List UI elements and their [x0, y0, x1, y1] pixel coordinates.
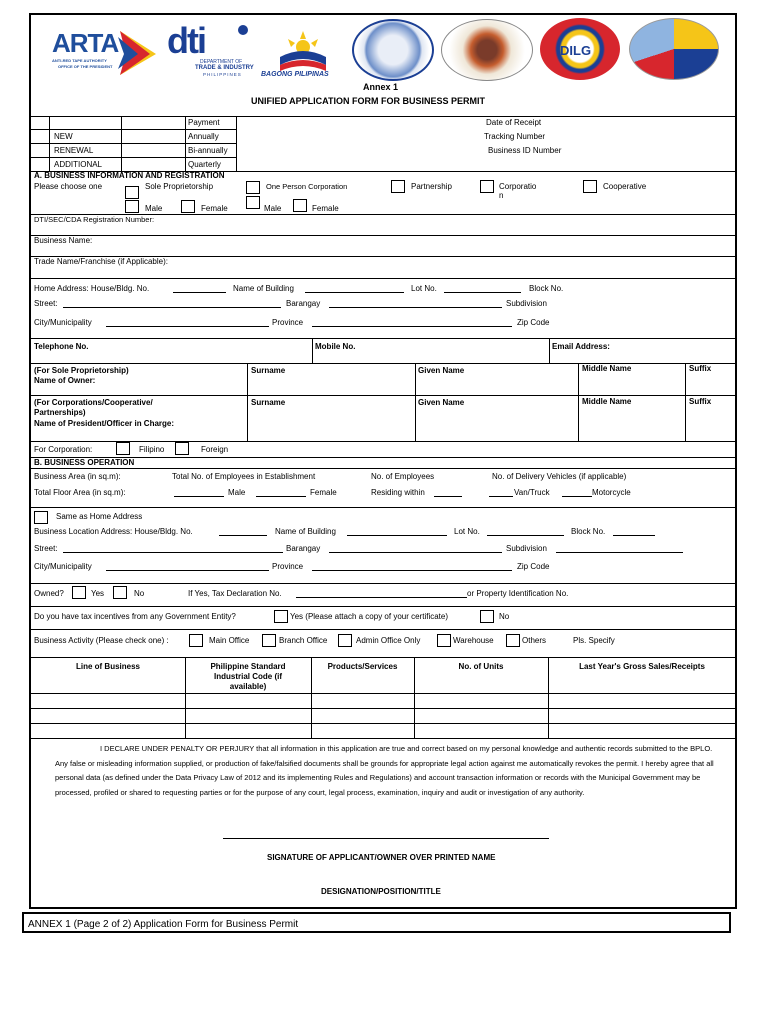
loc-house-no-field[interactable]: [219, 535, 267, 536]
business-area-label: Business Area (in sq.m):: [34, 472, 121, 481]
opc-male-checkbox[interactable]: [246, 196, 260, 209]
lob-header-sales: Last Year's Gross Sales/Receipts: [579, 662, 705, 671]
arta-subtitle-2: OFFICE OF THE PRESIDENT: [58, 64, 113, 69]
sole-proprietorship-label: Sole Proprietorship: [145, 182, 214, 191]
residing-within-field[interactable]: [434, 496, 462, 497]
home-province-label: Province: [272, 318, 304, 327]
foreign-checkbox[interactable]: [175, 442, 189, 455]
tax-declaration-field[interactable]: [296, 597, 467, 598]
home-lot-label: Lot No.: [411, 284, 437, 293]
opc-male-label: Male: [264, 204, 282, 213]
filipino-checkbox[interactable]: [116, 442, 130, 455]
tax-declaration-label: If Yes, Tax Declaration No.: [188, 589, 282, 598]
loc-barangay-label: Barangay: [286, 544, 321, 553]
loc-block-label: Block No.: [571, 527, 606, 536]
home-barangay-label: Barangay: [286, 299, 321, 308]
sole-owner-label-1: (For Sole Proprietorship): [34, 366, 129, 375]
home-house-no-field[interactable]: [173, 292, 226, 293]
payment-biannually[interactable]: Bi-annually: [188, 146, 228, 155]
sole-middle-name-label: Middle Name: [582, 364, 632, 373]
motorcycle-field[interactable]: [562, 496, 592, 497]
tax-incentive-yes-label: Yes (Please attach a copy of your certificate): [290, 612, 449, 621]
home-address-label: Home Address: House/Bldg. No.: [34, 284, 150, 293]
tax-incentive-yes-checkbox[interactable]: [274, 610, 288, 623]
filipino-label: Filipino: [139, 445, 165, 454]
van-truck-label: Van/Truck: [514, 488, 550, 497]
warehouse-checkbox[interactable]: [437, 634, 451, 647]
loc-lot-field[interactable]: [487, 535, 564, 536]
home-block-label: Block No.: [529, 284, 564, 293]
delivery-vehicles-label: No. of Delivery Vehicles (if applicable): [492, 472, 627, 481]
loc-province-label: Province: [272, 562, 304, 571]
sole-proprietorship-checkbox[interactable]: [125, 186, 139, 199]
no-employees-label: No. of Employees: [371, 472, 435, 481]
type-additional[interactable]: ADDITIONAL: [54, 160, 103, 169]
home-street-label: Street:: [34, 299, 58, 308]
lob-header-units: No. of Units: [458, 662, 504, 671]
sole-given-name-label: Given Name: [418, 366, 465, 375]
loc-building-label: Name of Building: [275, 527, 336, 536]
dti-subtitle-2: TRADE & INDUSTRY: [195, 65, 254, 71]
dti-subtitle-1: DEPARTMENT OF: [200, 59, 243, 65]
province-seal: [352, 19, 434, 81]
owned-no-label: No: [134, 589, 145, 598]
corp-suffix-label: Suffix: [689, 397, 712, 406]
dilg-seal: [540, 18, 620, 80]
loc-subdivision-field[interactable]: [556, 552, 683, 553]
warehouse-label: Warehouse: [453, 636, 494, 645]
loc-zip-label: Zip Code: [517, 562, 550, 571]
home-province-field[interactable]: [312, 326, 512, 327]
home-zip-label: Zip Code: [517, 318, 550, 327]
branch-office-checkbox[interactable]: [262, 634, 276, 647]
trade-name-label: Trade Name/Franchise (if Applicable):: [34, 257, 168, 266]
corp-officer-label-3: Name of President/Officer in Charge:: [34, 419, 175, 428]
specify-label: Pls. Specify: [573, 636, 615, 645]
loc-barangay-field[interactable]: [329, 552, 502, 553]
business-location-label: Business Location Address: House/Bldg. No.: [34, 527, 193, 536]
tax-incentive-no-checkbox[interactable]: [480, 610, 494, 623]
cooperative-checkbox[interactable]: [583, 180, 597, 193]
floor-area-label: Total Floor Area (in sq.m):: [34, 488, 126, 497]
payment-header: Payment: [188, 118, 220, 127]
form-title: UNIFIED APPLICATION FORM FOR BUSINESS PERMIT: [251, 96, 486, 106]
home-street-field[interactable]: [63, 307, 281, 308]
page-footer: ANNEX 1 (Page 2 of 2) Application Form for Business Permit: [22, 912, 731, 933]
sole-surname-label: Surname: [251, 366, 286, 375]
bagong-pilipinas-emblem-icon: [258, 27, 348, 72]
signature-line[interactable]: [223, 838, 549, 839]
sole-female-checkbox[interactable]: [181, 200, 195, 213]
dti-registration-label: DTI/SEC/CDA Registration Number:: [34, 215, 155, 224]
application-type-table: [31, 117, 736, 173]
type-renewal[interactable]: RENEWAL: [54, 146, 94, 155]
home-building-field[interactable]: [305, 292, 404, 293]
tracking-number-label: Tracking Number: [484, 132, 546, 141]
table-row[interactable]: [31, 708, 736, 709]
signature-label: SIGNATURE OF APPLICANT/OWNER OVER PRINTED NAME: [267, 853, 496, 862]
owned-no-checkbox[interactable]: [113, 586, 127, 599]
employees-female-label: Female: [310, 488, 337, 497]
designation-label: DESIGNATION/POSITION/TITLE: [321, 887, 441, 896]
annex-label: Annex 1: [363, 82, 399, 92]
business-permit-licensing-seal: [441, 19, 533, 81]
branch-office-label: Branch Office: [279, 636, 328, 645]
total-employees-label: Total No. of Employees in Establishment: [172, 472, 316, 481]
others-label: Others: [522, 636, 547, 645]
table-row[interactable]: [31, 723, 736, 724]
employees-male-label: Male: [228, 488, 246, 497]
sole-owner-label-2: Name of Owner:: [34, 376, 96, 385]
corp-officer-label-2: Partnerships): [34, 408, 86, 417]
lob-header-psic: Philippine Standard Industrial Code (if available): [210, 662, 286, 691]
loc-street-field[interactable]: [63, 552, 283, 553]
van-truck-field[interactable]: [489, 496, 513, 497]
motorcycle-label: Motorcycle: [592, 488, 631, 497]
mobile-label: Mobile No.: [315, 342, 356, 351]
loc-lot-label: Lot No.: [454, 527, 480, 536]
home-lot-field[interactable]: [444, 292, 521, 293]
loc-subdivision-label: Subdivision: [506, 544, 547, 553]
main-office-checkbox[interactable]: [189, 634, 203, 647]
corporation-label: Corporatio n: [499, 182, 537, 200]
date-of-receipt-label: Date of Receipt: [486, 118, 542, 127]
partnership-checkbox[interactable]: [391, 180, 405, 193]
opc-label: One Person Corporation: [266, 182, 348, 191]
opc-female-checkbox[interactable]: [293, 199, 307, 212]
dti-star-icon: [238, 25, 248, 35]
same-as-home-label: Same as Home Address: [56, 512, 143, 521]
municipal-seal: [629, 18, 719, 80]
corp-officer-label-1: (For Corporations/Cooperative/: [34, 398, 153, 407]
sole-female-label: Female: [201, 204, 228, 213]
corp-middle-name-label: Middle Name: [582, 397, 632, 406]
corp-given-name-label: Given Name: [418, 398, 465, 407]
partnership-label: Partnership: [411, 182, 452, 191]
payment-annually[interactable]: Annually: [188, 132, 219, 141]
loc-street-label: Street:: [34, 544, 58, 553]
home-barangay-field[interactable]: [329, 307, 502, 308]
dti-wordmark: dti: [167, 20, 205, 61]
corp-surname-label: Surname: [251, 398, 286, 407]
home-city-field[interactable]: [106, 326, 269, 327]
employees-male-field[interactable]: [174, 496, 224, 497]
corporation-checkbox[interactable]: [480, 180, 494, 193]
arta-wordmark: ARTA: [52, 28, 119, 58]
section-a-title: A. BUSINESS INFORMATION AND REGISTRATION: [34, 171, 225, 180]
others-checkbox[interactable]: [506, 634, 520, 647]
sole-suffix-label: Suffix: [689, 364, 712, 373]
for-corporation-label: For Corporation:: [34, 445, 93, 454]
loc-province-field[interactable]: [312, 570, 512, 571]
admin-office-checkbox[interactable]: [338, 634, 352, 647]
type-new[interactable]: NEW: [54, 132, 73, 141]
dti-subtitle-3: PHILIPPINES: [203, 72, 242, 77]
business-id-label: Business ID Number: [488, 146, 562, 155]
loc-city-label: City/Municipality: [34, 562, 92, 571]
email-label: Email Address:: [552, 342, 610, 351]
residing-within-label: Residing within: [371, 488, 425, 497]
home-subdivision-label: Subdivision: [506, 299, 547, 308]
lob-header-line: Line of Business: [75, 662, 140, 671]
loc-block-field[interactable]: [613, 535, 655, 536]
loc-building-field[interactable]: [347, 535, 447, 536]
choose-one-label: Please choose one: [34, 182, 103, 191]
opc-checkbox[interactable]: [246, 181, 260, 194]
sole-male-label: Male: [145, 204, 163, 213]
owned-label: Owned?: [34, 589, 64, 598]
owned-yes-label: Yes: [91, 589, 105, 598]
main-office-label: Main Office: [209, 636, 250, 645]
sole-male-checkbox[interactable]: [125, 200, 139, 213]
admin-office-label: Admin Office Only: [356, 636, 421, 645]
bagong-pilipinas-text: BAGONG PILIPINAS: [261, 71, 329, 78]
tax-incentive-no-label: No: [499, 612, 510, 621]
employees-female-field[interactable]: [256, 496, 306, 497]
opc-female-label: Female: [312, 204, 339, 213]
telephone-label: Telephone No.: [34, 342, 89, 351]
owned-yes-checkbox[interactable]: [72, 586, 86, 599]
lob-header-products: Products/Services: [327, 662, 398, 671]
home-building-label: Name of Building: [233, 284, 294, 293]
dilg-text: DILG: [560, 43, 592, 58]
bagong-pilipinas-logo: [258, 27, 348, 82]
same-as-home-checkbox[interactable]: [34, 511, 48, 524]
payment-quarterly[interactable]: Quarterly: [188, 160, 221, 169]
business-activity-label: Business Activity (Please check one) :: [34, 636, 169, 645]
property-id-label: or Property Identification No.: [467, 589, 569, 598]
arta-logo: [52, 27, 157, 77]
cooperative-label: Cooperative: [603, 182, 647, 191]
declaration-text: I DECLARE UNDER PENALTY OR PERJURY that all information in this application are true and correct based on my personal knowledge and authentic records submitted to the BPLO. Any false or misleading information supplied, or production of fake/falsified documents shall be grounds for appropriate legal action against me automatically revokes the permit. I hereby agree that all personal data (as defined under the Data Privacy Law of 2012 and its implementing Rules and Regulations) and account transaction information or records with the Municipal Government may be processed, profiled or shared to requesting parties or for the purpose of any court, legal process, examination, inquiry and audit or investigation of any authority.: [55, 744, 714, 797]
arta-subtitle-1: ANTI-RED TAPE AUTHORITY: [52, 58, 107, 63]
home-city-label: City/Municipality: [34, 318, 92, 327]
foreign-label: Foreign: [201, 445, 229, 454]
section-b-title: B. BUSINESS OPERATION: [34, 458, 135, 467]
tax-incentives-label: Do you have tax incentives from any Government Entity?: [34, 612, 236, 621]
business-name-label: Business Name:: [34, 236, 93, 245]
loc-city-field[interactable]: [106, 570, 269, 571]
